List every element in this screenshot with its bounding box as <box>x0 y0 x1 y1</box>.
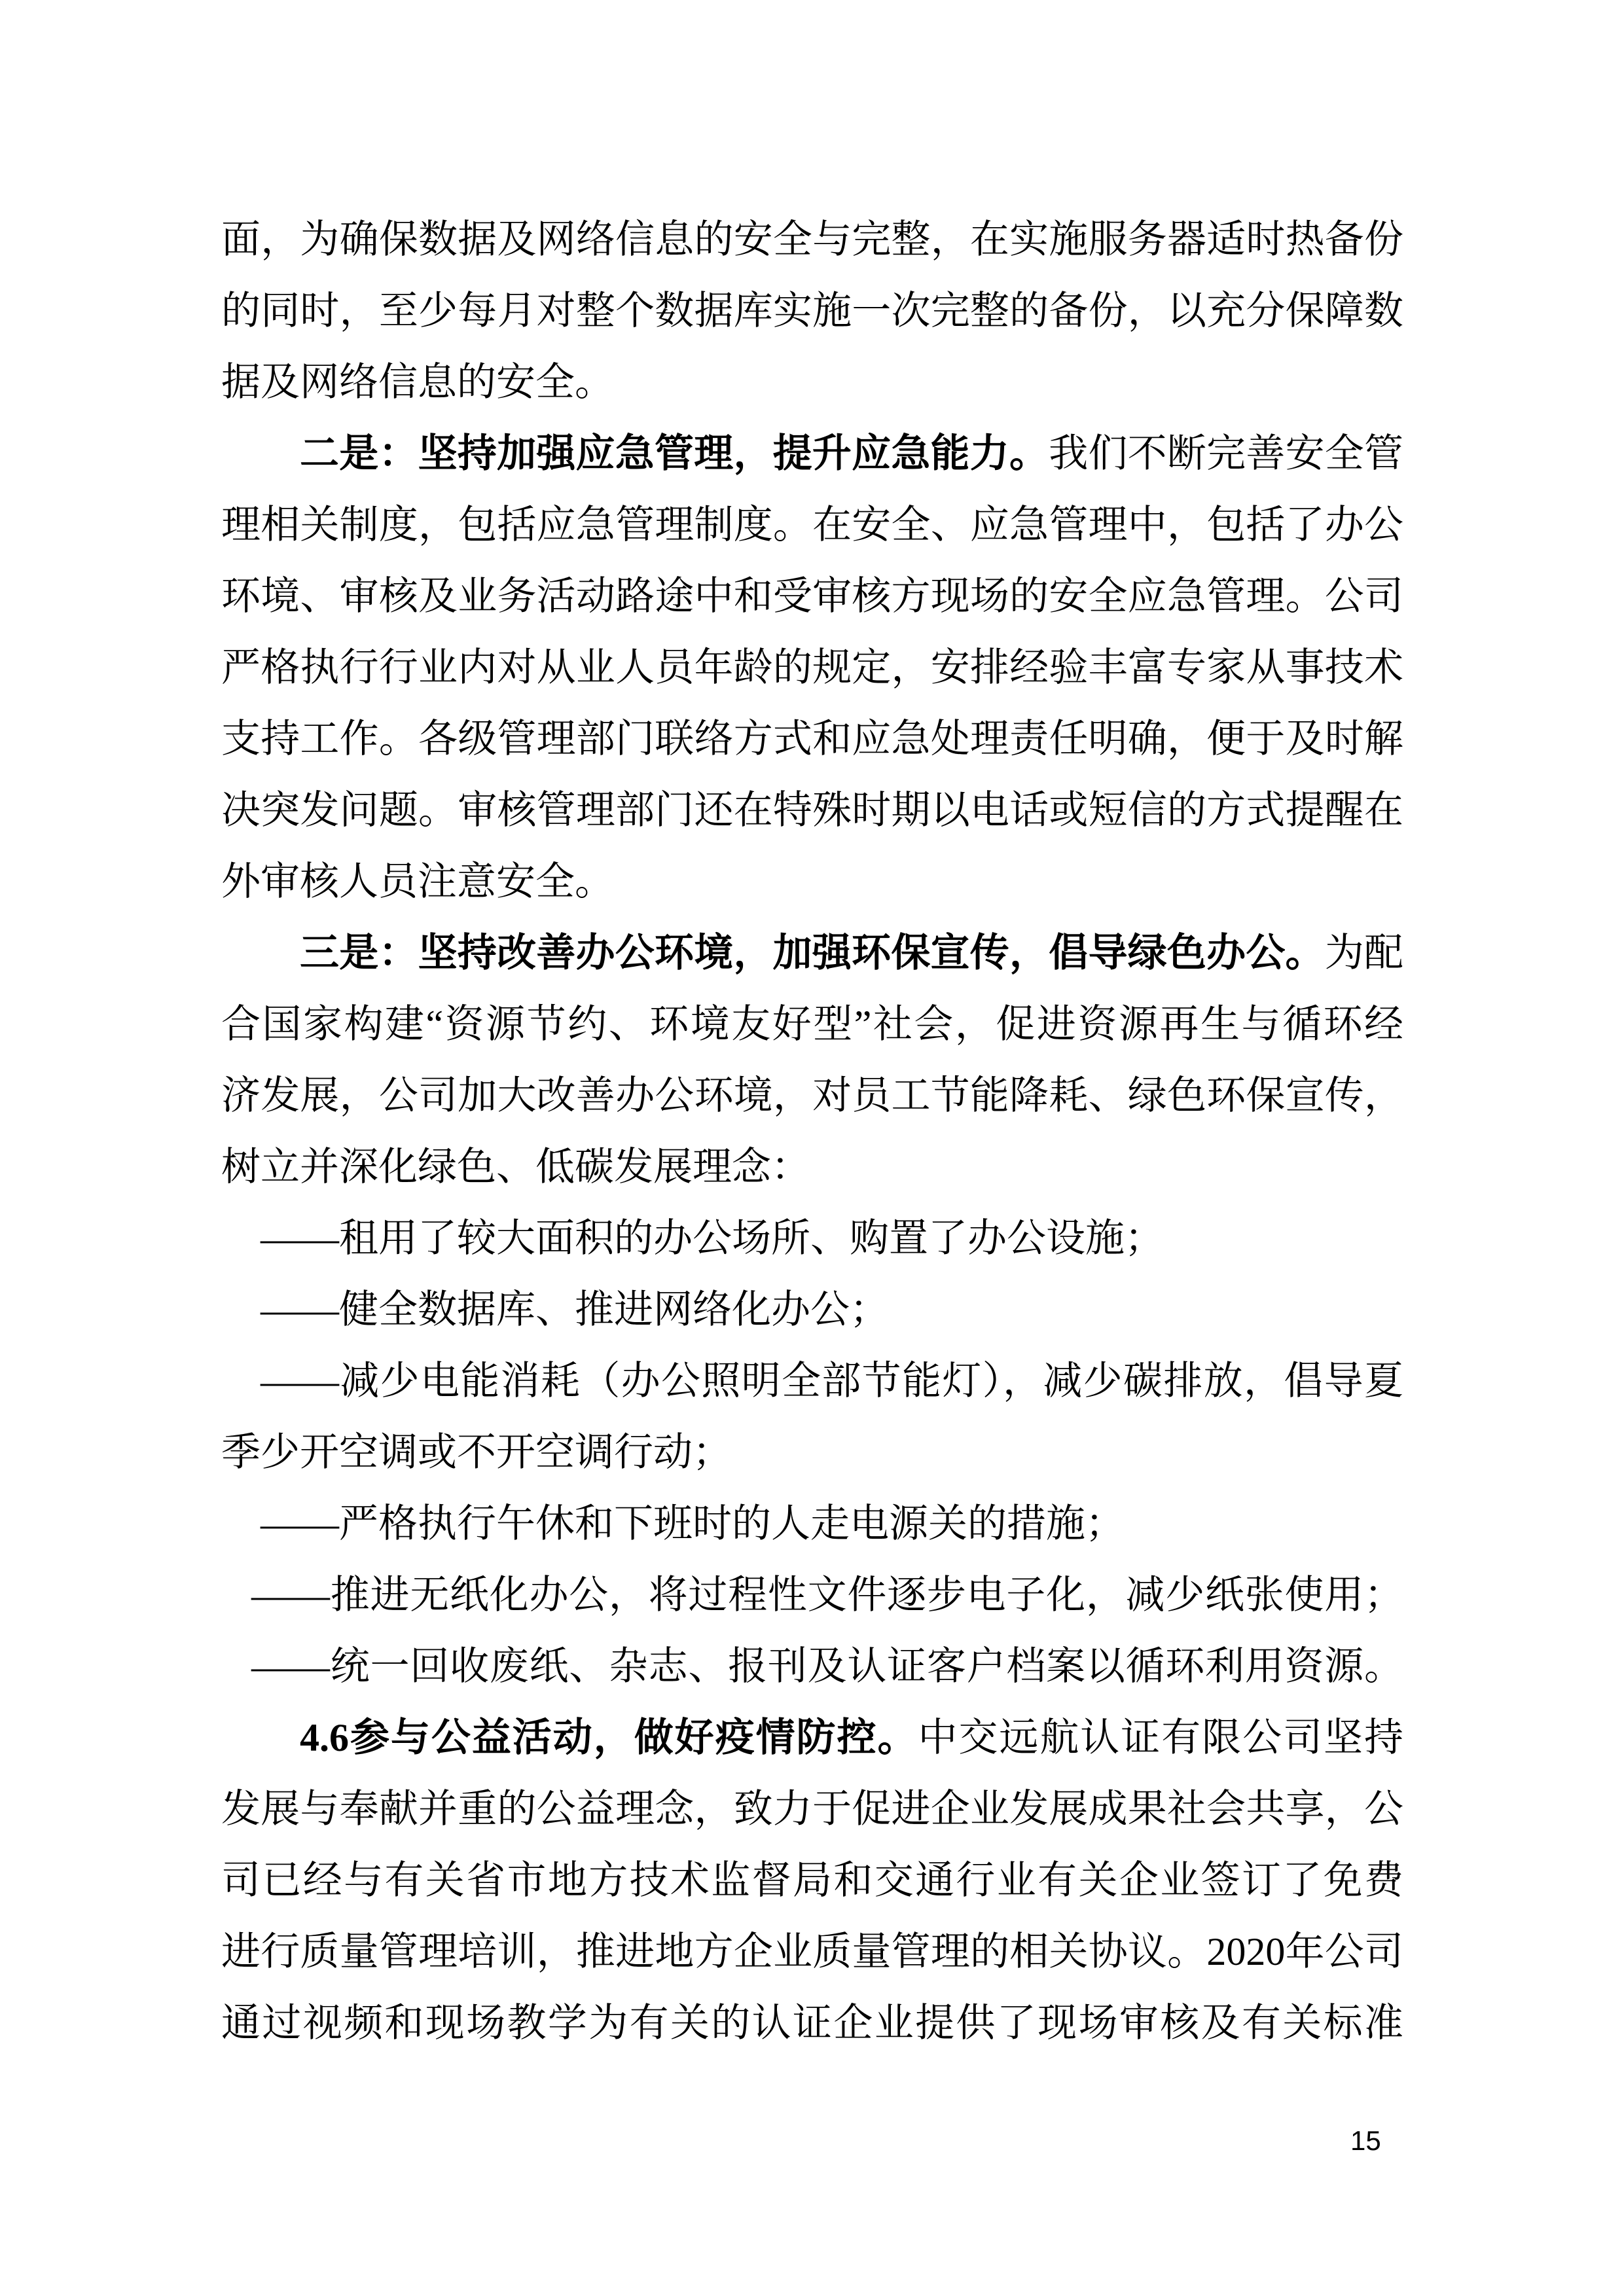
bullet-line: ——严格执行午休和下班时的人走电源关的措施； <box>261 1502 1125 1545</box>
text-line: 季少开空调或不开空调行动； <box>221 1431 732 1474</box>
heading-line <box>221 1702 1403 1774</box>
bullet-line: ——推进无纸化办公，将过程性文件逐步电子化，减少纸张使用； <box>251 1573 1403 1617</box>
text-run: 中交远航认证有限公司坚持 <box>918 1716 1404 1759</box>
text-line: 决突发问题。审核管理部门还在特殊时期以电话或短信的方式提醒在 <box>221 789 1403 832</box>
text-line: 面，为确保数据及网络信息的安全与完整，在实施服务器适时热备份 <box>221 218 1403 261</box>
page-number: 15 <box>1350 2125 1381 2156</box>
text-block <box>221 204 1403 2059</box>
bold-run: 二是：坚持加强应急管理，提升应急能力。 <box>300 432 1049 475</box>
text-line: 的同时，至少每月对整个数据库实施一次完整的备份，以充分保障数 <box>221 289 1403 332</box>
text-line: 济发展，公司加大改善办公环境，对员工节能降耗、绿色环保宣传， <box>221 1074 1403 1117</box>
text-line: 支持工作。各级管理部门联络方式和应急处理责任明确，便于及时解 <box>221 717 1403 761</box>
text-run: 为配 <box>1324 931 1404 975</box>
text-line: 树立并深化绿色、低碳发展理念： <box>221 1145 810 1189</box>
text-line: 严格执行行业内对从业人员年龄的规定，安排经验丰富专家从事技术 <box>221 646 1403 689</box>
bullet-line: ——统一回收废纸、杂志、报刊及认证客户档案以循环利用资源。 <box>251 1645 1403 1688</box>
text-run: 我们不断完善安全管 <box>1049 432 1404 475</box>
heading-line <box>221 418 1403 490</box>
text-line: 发展与奉献并重的公益理念，致力于促进企业发展成果社会共享，公 <box>221 1787 1403 1831</box>
text-line: 司已经与有关省市地方技术监督局和交通行业有关企业签订了免费 <box>221 1859 1403 1902</box>
text-line: 环境、审核及业务活动路途中和受审核方现场的安全应急管理。公司 <box>221 575 1403 618</box>
bold-run: 4.6参与公益活动，做好疫情防控。 <box>300 1716 918 1759</box>
text-line: 理相关制度，包括应急管理制度。在安全、应急管理中，包括了办公 <box>221 503 1403 547</box>
text-line: 通过视频和现场教学为有关的认证企业提供了现场审核及有关标准 <box>221 2001 1403 2045</box>
bold-run: 三是：坚持改善办公环境，加强环保宣传，倡导绿色办公。 <box>300 931 1325 975</box>
text-line: 外审核人员注意安全。 <box>221 860 614 903</box>
bullet-line: ——健全数据库、推进网络化办公； <box>261 1288 889 1331</box>
bullet-line: ——租用了较大面积的办公场所、购置了办公设施； <box>261 1217 1164 1260</box>
text-line: 合国家构建“资源节约、环境友好型”社会，促进资源再生与循环经 <box>221 1003 1403 1046</box>
text-line: 进行质量管理培训，推进地方企业质量管理的相关协议。2020年公司 <box>221 1930 1403 1973</box>
heading-line <box>221 918 1403 989</box>
bullet-line: ——减少电能消耗（办公照明全部节能灯），减少碳排放，倡导夏 <box>261 1359 1403 1403</box>
text-line: 据及网络信息的安全。 <box>221 361 614 404</box>
